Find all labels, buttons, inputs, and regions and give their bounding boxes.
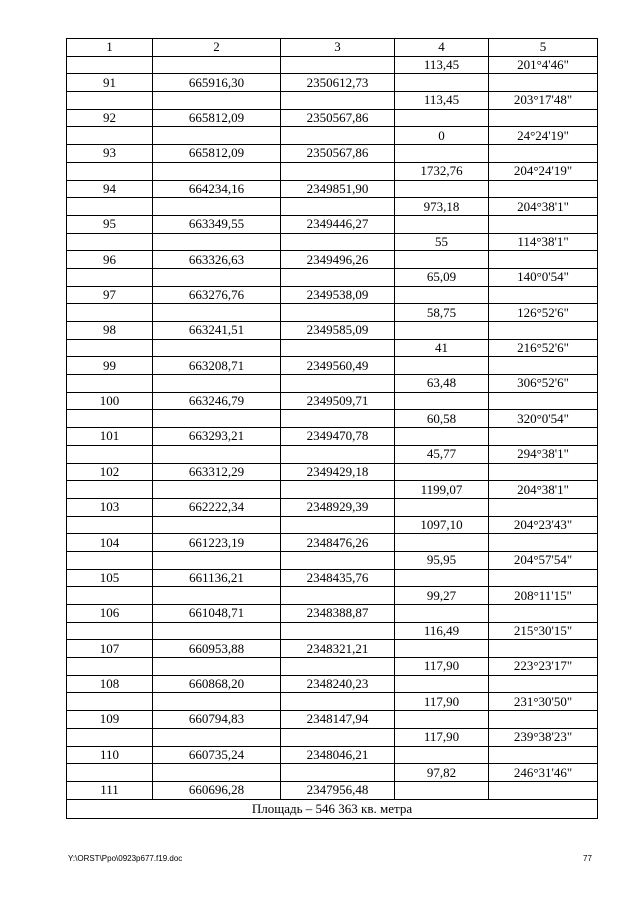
- segment-distance: 0: [395, 127, 489, 145]
- point-row: [67, 145, 598, 163]
- empty-cell: [281, 728, 395, 746]
- segment-row: [67, 622, 598, 640]
- segment-distance: 65,09: [395, 268, 489, 286]
- point-y: 2350567,86: [281, 109, 395, 127]
- header-cell-2: 2: [153, 39, 281, 57]
- empty-cell: [395, 781, 489, 799]
- point-row: [67, 322, 598, 340]
- segment-bearing: 126°52'6": [489, 304, 598, 322]
- empty-cell: [489, 109, 598, 127]
- point-x: 665812,09: [153, 145, 281, 163]
- point-x: 661136,21: [153, 569, 281, 587]
- segment-distance: 41: [395, 339, 489, 357]
- empty-cell: [489, 640, 598, 658]
- segment-bearing: 231°30'50": [489, 693, 598, 711]
- empty-cell: [67, 339, 153, 357]
- empty-cell: [67, 233, 153, 251]
- point-row: [67, 428, 598, 446]
- point-x: 663246,79: [153, 392, 281, 410]
- empty-cell: [281, 693, 395, 711]
- empty-cell: [395, 392, 489, 410]
- point-y: 2348476,26: [281, 534, 395, 552]
- point-y: 2349509,71: [281, 392, 395, 410]
- empty-cell: [67, 198, 153, 216]
- empty-cell: [395, 180, 489, 198]
- segment-distance: 1097,10: [395, 516, 489, 534]
- point-number: 107: [67, 640, 153, 658]
- empty-cell: [395, 711, 489, 729]
- empty-cell: [395, 640, 489, 658]
- point-y: 2350567,86: [281, 145, 395, 163]
- empty-cell: [281, 375, 395, 393]
- segment-bearing: 140°0'54": [489, 268, 598, 286]
- empty-cell: [153, 658, 281, 676]
- empty-cell: [153, 764, 281, 782]
- segment-row: [67, 198, 598, 216]
- point-x: 660696,28: [153, 781, 281, 799]
- segment-row: [67, 375, 598, 393]
- segment-bearing: 114°38'1": [489, 233, 598, 251]
- point-row: [67, 109, 598, 127]
- empty-cell: [489, 781, 598, 799]
- point-number: 111: [67, 781, 153, 799]
- point-row: [67, 569, 598, 587]
- empty-cell: [395, 74, 489, 92]
- segment-distance: 63,48: [395, 375, 489, 393]
- point-y: 2350612,73: [281, 74, 395, 92]
- segment-row: [67, 92, 598, 110]
- empty-cell: [395, 145, 489, 163]
- point-number: 102: [67, 463, 153, 481]
- segment-row: [67, 728, 598, 746]
- point-row: [67, 215, 598, 233]
- point-x: 664234,16: [153, 180, 281, 198]
- footer-page-number: 77: [583, 854, 592, 863]
- empty-cell: [67, 445, 153, 463]
- point-row: [67, 534, 598, 552]
- point-number: 95: [67, 215, 153, 233]
- segment-bearing: 204°24'19": [489, 162, 598, 180]
- point-number: 110: [67, 746, 153, 764]
- empty-cell: [395, 109, 489, 127]
- empty-cell: [489, 534, 598, 552]
- point-y: 2349446,27: [281, 215, 395, 233]
- empty-cell: [395, 322, 489, 340]
- empty-cell: [153, 162, 281, 180]
- empty-cell: [153, 481, 281, 499]
- empty-cell: [489, 251, 598, 269]
- segment-row: [67, 764, 598, 782]
- point-row: [67, 74, 598, 92]
- empty-cell: [67, 268, 153, 286]
- segment-row: [67, 304, 598, 322]
- segment-distance: 973,18: [395, 198, 489, 216]
- point-y: 2348435,76: [281, 569, 395, 587]
- empty-cell: [153, 268, 281, 286]
- segment-distance: 117,90: [395, 693, 489, 711]
- point-number: 103: [67, 498, 153, 516]
- point-x: 663312,29: [153, 463, 281, 481]
- point-x: 663208,71: [153, 357, 281, 375]
- empty-cell: [153, 339, 281, 357]
- point-y: 2348929,39: [281, 498, 395, 516]
- empty-cell: [281, 127, 395, 145]
- empty-cell: [281, 339, 395, 357]
- empty-cell: [67, 728, 153, 746]
- point-number: 96: [67, 251, 153, 269]
- segment-bearing: 294°38'1": [489, 445, 598, 463]
- point-y: 2349429,18: [281, 463, 395, 481]
- point-x: 663349,55: [153, 215, 281, 233]
- point-number: 92: [67, 109, 153, 127]
- point-x: 660735,24: [153, 746, 281, 764]
- point-number: 101: [67, 428, 153, 446]
- point-row: [67, 498, 598, 516]
- empty-cell: [395, 251, 489, 269]
- point-number: 105: [67, 569, 153, 587]
- point-y: 2349470,78: [281, 428, 395, 446]
- empty-cell: [153, 622, 281, 640]
- empty-cell: [153, 304, 281, 322]
- point-row: [67, 357, 598, 375]
- empty-cell: [67, 693, 153, 711]
- point-y: 2348240,23: [281, 675, 395, 693]
- point-x: 663293,21: [153, 428, 281, 446]
- point-number: 109: [67, 711, 153, 729]
- empty-cell: [281, 587, 395, 605]
- point-number: 91: [67, 74, 153, 92]
- empty-cell: [489, 145, 598, 163]
- empty-cell: [395, 534, 489, 552]
- empty-cell: [281, 268, 395, 286]
- segment-bearing: 203°17'48": [489, 92, 598, 110]
- point-row: [67, 463, 598, 481]
- empty-cell: [281, 56, 395, 74]
- point-x: 663326,63: [153, 251, 281, 269]
- point-y: 2347956,48: [281, 781, 395, 799]
- empty-cell: [153, 375, 281, 393]
- point-number: 97: [67, 286, 153, 304]
- empty-cell: [281, 162, 395, 180]
- empty-cell: [67, 304, 153, 322]
- header-cell-1: 1: [67, 39, 153, 57]
- empty-cell: [281, 233, 395, 251]
- empty-cell: [67, 56, 153, 74]
- empty-cell: [395, 569, 489, 587]
- empty-cell: [281, 622, 395, 640]
- point-row: [67, 711, 598, 729]
- point-number: 93: [67, 145, 153, 163]
- segment-row: [67, 693, 598, 711]
- segment-distance: 117,90: [395, 728, 489, 746]
- empty-cell: [395, 215, 489, 233]
- segment-distance: 117,90: [395, 658, 489, 676]
- segment-distance: 1732,76: [395, 162, 489, 180]
- segment-row: [67, 445, 598, 463]
- empty-cell: [489, 286, 598, 304]
- empty-cell: [67, 481, 153, 499]
- empty-cell: [153, 198, 281, 216]
- point-y: 2349538,09: [281, 286, 395, 304]
- point-row: [67, 392, 598, 410]
- empty-cell: [489, 392, 598, 410]
- empty-cell: [67, 516, 153, 534]
- empty-cell: [489, 322, 598, 340]
- point-x: 660794,83: [153, 711, 281, 729]
- empty-cell: [153, 92, 281, 110]
- area-total: Площадь – 546 363 кв. метра: [67, 799, 598, 818]
- segment-row: [67, 56, 598, 74]
- point-y: 2348321,21: [281, 640, 395, 658]
- point-y: 2348046,21: [281, 746, 395, 764]
- segment-row: [67, 658, 598, 676]
- point-x: 661223,19: [153, 534, 281, 552]
- segment-bearing: 223°23'17": [489, 658, 598, 676]
- point-number: 106: [67, 605, 153, 623]
- header-cell-5: 5: [489, 39, 598, 57]
- segment-bearing: 215°30'15": [489, 622, 598, 640]
- empty-cell: [153, 728, 281, 746]
- segment-distance: 113,45: [395, 56, 489, 74]
- point-x: 665812,09: [153, 109, 281, 127]
- header-cell-4: 4: [395, 39, 489, 57]
- segment-bearing: 201°4'46": [489, 56, 598, 74]
- empty-cell: [281, 198, 395, 216]
- empty-cell: [67, 764, 153, 782]
- segment-distance: 1199,07: [395, 481, 489, 499]
- segment-distance: 97,82: [395, 764, 489, 782]
- segment-distance: 113,45: [395, 92, 489, 110]
- point-row: [67, 180, 598, 198]
- point-row: [67, 251, 598, 269]
- point-y: 2349560,49: [281, 357, 395, 375]
- point-x: 660953,88: [153, 640, 281, 658]
- empty-cell: [67, 551, 153, 569]
- segment-distance: 55: [395, 233, 489, 251]
- empty-cell: [67, 127, 153, 145]
- footer-file-path: Y:\ORST\Ppo\0923p677.f19.doc: [68, 854, 183, 863]
- segment-row: [67, 268, 598, 286]
- empty-cell: [395, 605, 489, 623]
- point-y: 2349496,26: [281, 251, 395, 269]
- point-row: [67, 640, 598, 658]
- empty-cell: [395, 498, 489, 516]
- header-row: [67, 39, 598, 57]
- empty-cell: [489, 428, 598, 446]
- empty-cell: [489, 74, 598, 92]
- empty-cell: [153, 516, 281, 534]
- point-x: 661048,71: [153, 605, 281, 623]
- empty-cell: [67, 658, 153, 676]
- segment-row: [67, 339, 598, 357]
- segment-row: [67, 162, 598, 180]
- point-row: [67, 605, 598, 623]
- empty-cell: [67, 162, 153, 180]
- empty-cell: [281, 658, 395, 676]
- point-x: 660868,20: [153, 675, 281, 693]
- empty-cell: [489, 675, 598, 693]
- point-number: 108: [67, 675, 153, 693]
- point-row: [67, 746, 598, 764]
- point-number: 100: [67, 392, 153, 410]
- empty-cell: [67, 587, 153, 605]
- segment-bearing: 204°38'1": [489, 481, 598, 499]
- point-y: 2348388,87: [281, 605, 395, 623]
- point-number: 104: [67, 534, 153, 552]
- segment-bearing: 216°52'6": [489, 339, 598, 357]
- point-x: 665916,30: [153, 74, 281, 92]
- segment-bearing: 320°0'54": [489, 410, 598, 428]
- empty-cell: [489, 180, 598, 198]
- header-cell-3: 3: [281, 39, 395, 57]
- empty-cell: [489, 746, 598, 764]
- segment-row: [67, 127, 598, 145]
- empty-cell: [153, 587, 281, 605]
- segment-bearing: 306°52'6": [489, 375, 598, 393]
- coordinates-table: [66, 38, 598, 819]
- empty-cell: [489, 569, 598, 587]
- segment-row: [67, 233, 598, 251]
- segment-distance: 99,27: [395, 587, 489, 605]
- point-y: 2349585,09: [281, 322, 395, 340]
- segment-distance: 45,77: [395, 445, 489, 463]
- empty-cell: [489, 463, 598, 481]
- empty-cell: [395, 286, 489, 304]
- point-number: 94: [67, 180, 153, 198]
- segment-distance: 60,58: [395, 410, 489, 428]
- empty-cell: [489, 357, 598, 375]
- segment-row: [67, 551, 598, 569]
- empty-cell: [281, 516, 395, 534]
- point-number: 98: [67, 322, 153, 340]
- segment-bearing: 204°57'54": [489, 551, 598, 569]
- point-x: 663276,76: [153, 286, 281, 304]
- segment-distance: 95,95: [395, 551, 489, 569]
- empty-cell: [395, 357, 489, 375]
- empty-cell: [67, 622, 153, 640]
- point-row: [67, 675, 598, 693]
- empty-cell: [67, 92, 153, 110]
- segment-bearing: 208°11'15": [489, 587, 598, 605]
- point-x: 663241,51: [153, 322, 281, 340]
- segment-bearing: 246°31'46": [489, 764, 598, 782]
- segment-bearing: 24°24'19": [489, 127, 598, 145]
- empty-cell: [395, 428, 489, 446]
- empty-cell: [281, 481, 395, 499]
- empty-cell: [153, 233, 281, 251]
- point-y: 2349851,90: [281, 180, 395, 198]
- point-x: 662222,34: [153, 498, 281, 516]
- empty-cell: [281, 551, 395, 569]
- segment-distance: 116,49: [395, 622, 489, 640]
- empty-cell: [281, 92, 395, 110]
- segment-row: [67, 481, 598, 499]
- segment-distance: 58,75: [395, 304, 489, 322]
- empty-cell: [489, 605, 598, 623]
- empty-cell: [153, 445, 281, 463]
- empty-cell: [153, 56, 281, 74]
- segment-row: [67, 410, 598, 428]
- empty-cell: [153, 551, 281, 569]
- empty-cell: [395, 746, 489, 764]
- segment-bearing: 204°23'43": [489, 516, 598, 534]
- empty-cell: [281, 410, 395, 428]
- empty-cell: [395, 463, 489, 481]
- segment-bearing: 204°38'1": [489, 198, 598, 216]
- empty-cell: [489, 498, 598, 516]
- empty-cell: [281, 304, 395, 322]
- empty-cell: [67, 375, 153, 393]
- point-row: [67, 286, 598, 304]
- point-row: [67, 781, 598, 799]
- segment-row: [67, 587, 598, 605]
- point-y: 2348147,94: [281, 711, 395, 729]
- point-number: 99: [67, 357, 153, 375]
- empty-cell: [281, 764, 395, 782]
- segment-bearing: 239°38'23": [489, 728, 598, 746]
- empty-cell: [67, 410, 153, 428]
- empty-cell: [281, 445, 395, 463]
- empty-cell: [153, 127, 281, 145]
- area-row: [67, 799, 598, 818]
- empty-cell: [153, 410, 281, 428]
- empty-cell: [395, 675, 489, 693]
- segment-row: [67, 516, 598, 534]
- empty-cell: [153, 693, 281, 711]
- empty-cell: [489, 711, 598, 729]
- empty-cell: [489, 215, 598, 233]
